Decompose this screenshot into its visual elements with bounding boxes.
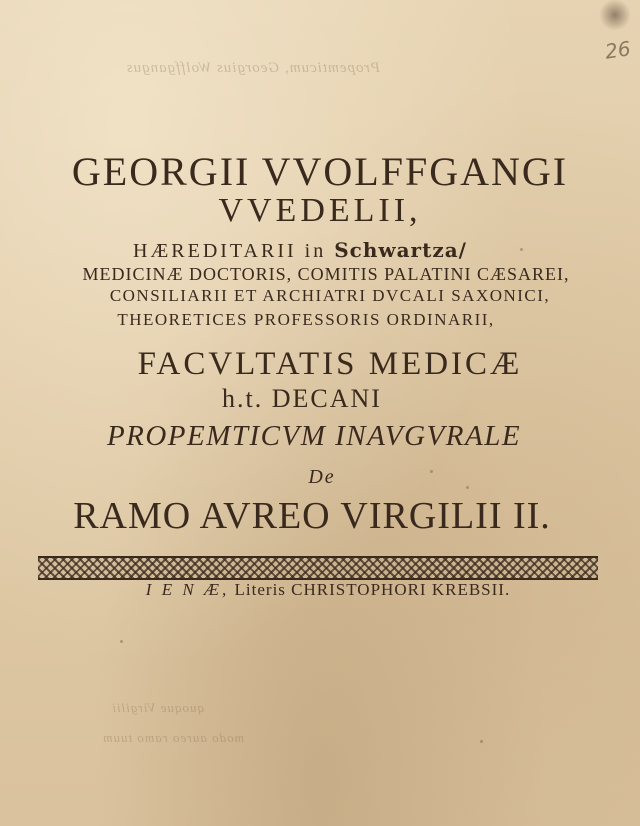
author-title-counsellor: CONSILIARII ET ARCHIATRI DVCALI SAXONICI, (109, 286, 551, 305)
hereditary-latin: HÆREDITARII in (133, 240, 327, 262)
author-surname: VVEDELII, (218, 192, 422, 229)
author-title-professor: THEORETICES PROFESSORIS ORDINARII, (117, 310, 495, 329)
bleed-through-bottom-1: quoque Virgilii (111, 700, 204, 715)
work-subject: RAMO AVREO VIRGILII II. (73, 495, 551, 537)
bleed-through-bottom-2: modo aureo ramo tuum (102, 730, 244, 745)
work-title: PROPEMTICVM INAVGVRALE (106, 420, 522, 452)
paper-speck (120, 640, 123, 643)
imprint-printer: Literis CHRISTOPHORI KREBSII. (234, 580, 511, 599)
imprint-place: I E N Æ, (145, 580, 230, 599)
imprint (8, 580, 640, 600)
paper-speck (466, 486, 469, 489)
author-first-names: GEORGII VVOLFFGANGI (71, 149, 569, 194)
ornamental-rule (38, 556, 598, 580)
paper-speck (520, 248, 523, 251)
corner-stain (598, 0, 632, 30)
hereditary-place-fraktur: Schwartza/ (334, 238, 467, 262)
faculty-heading: FACVLTATIS MEDICÆ (137, 346, 523, 382)
author-title-doctor: MEDICINÆ DOCTORIS, COMITIS PALATINI CÆSAREI, (82, 264, 570, 284)
dean-heading: h.t. DECANI (222, 384, 382, 413)
author-title-hereditary (0, 238, 620, 263)
paper-speck (480, 740, 483, 743)
page-number: 26 (603, 36, 632, 64)
bleed-through-top: Propemticum, Georgius Wolffgangus (125, 60, 380, 76)
paper-speck (430, 470, 433, 473)
preposition-de: De (308, 466, 336, 488)
